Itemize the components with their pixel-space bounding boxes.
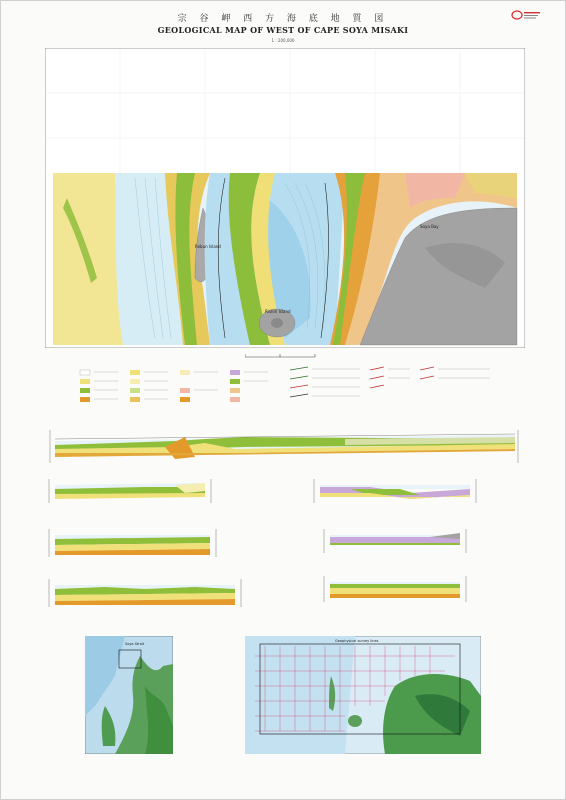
inset-survey-map xyxy=(245,636,481,754)
map-title-japanese: 宗 谷 岬 西 方 海 底 地 質 図 xyxy=(177,14,389,24)
bay-label-soya: Soya Bay xyxy=(420,224,439,229)
inset-relief-map xyxy=(85,636,173,754)
main-geological-map xyxy=(45,48,525,348)
cross-section-7 xyxy=(320,572,470,606)
cross-section-1 xyxy=(45,425,523,467)
island-label-rebun: Rebun Island xyxy=(195,244,221,249)
cross-section-2 xyxy=(45,475,215,507)
legend-panel xyxy=(70,365,500,420)
cross-section-6 xyxy=(45,575,245,611)
legend-swatches xyxy=(80,370,240,402)
map-title-english: GEOLOGICAL MAP OF WEST OF CAPE SOYA MISAKI xyxy=(157,25,409,35)
inset-left-label: Soya Strait xyxy=(125,642,145,646)
island-label-rishiri: Rishiri Island xyxy=(265,309,291,314)
inset-right-label: Geophysical survey lines xyxy=(335,639,379,643)
cross-section-5 xyxy=(320,525,470,557)
cross-section-3 xyxy=(310,475,480,507)
map-scale: 1 : 200,000 xyxy=(271,38,295,43)
publisher-logo xyxy=(511,8,541,22)
cross-section-4 xyxy=(45,525,220,561)
scale-bar xyxy=(245,352,325,360)
